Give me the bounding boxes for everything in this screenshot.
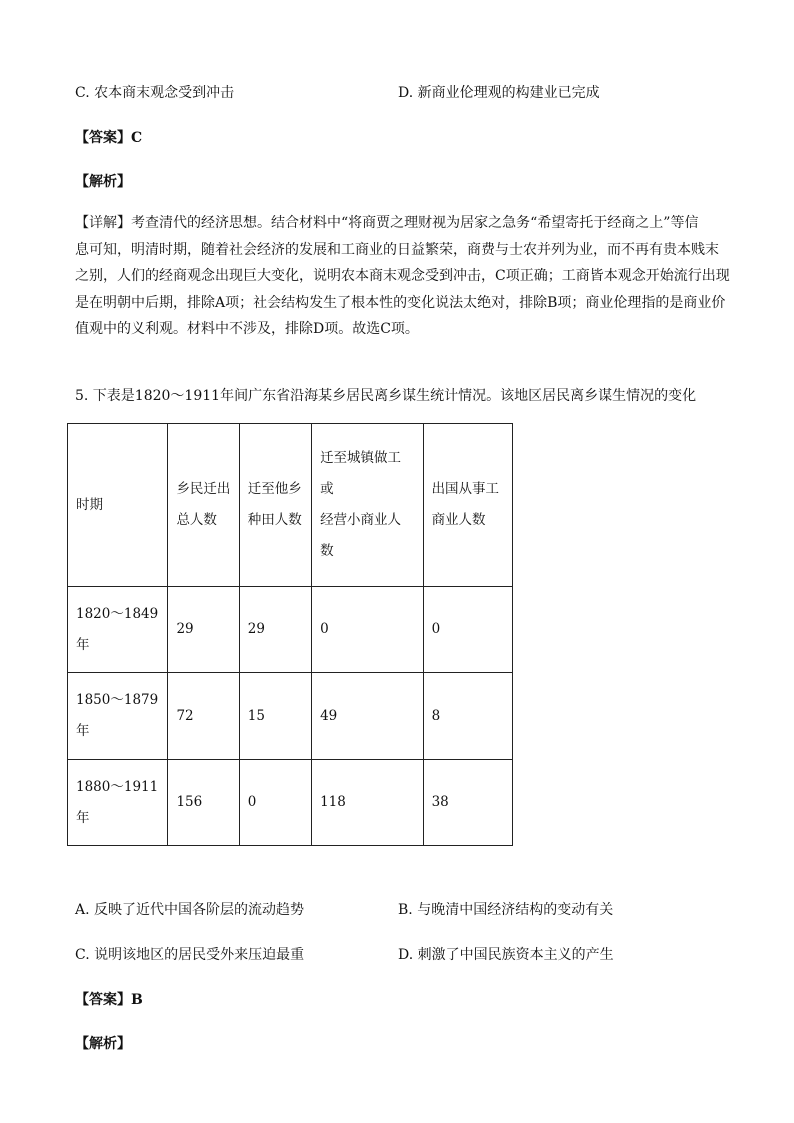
table-header-cell xyxy=(168,424,239,587)
header-text: 经营小商业人 xyxy=(320,512,402,528)
table-header-cell xyxy=(68,424,168,587)
q5-option-b: B. 与晚清中国经济结构的变动有关 xyxy=(398,902,614,918)
value-cell: 72 xyxy=(168,673,239,760)
value-cell: 0 xyxy=(312,587,424,673)
value-cell: 49 xyxy=(312,673,424,760)
value-cell: 29 xyxy=(168,587,239,673)
value-cell: 29 xyxy=(239,587,311,673)
q5-analysis-heading: 【解析】 xyxy=(75,1036,131,1052)
period-text: 1850～1879 xyxy=(76,692,159,708)
q5-option-a: A. 反映了近代中国各阶层的流动趋势 xyxy=(75,902,305,918)
table-header-cell xyxy=(423,424,512,587)
table-header-cell xyxy=(239,424,311,587)
table-row xyxy=(68,587,513,673)
header-text: 或 xyxy=(320,481,334,497)
header-text: 总人数 xyxy=(176,512,217,528)
value-cell: 118 xyxy=(312,760,424,846)
period-text: 年 xyxy=(76,723,90,739)
value-cell: 8 xyxy=(423,673,512,760)
table-header-cell xyxy=(312,424,424,587)
q4-detail-line: 息可知，明清时期，随着社会经济的发展和工商业的日益繁荣，商费与士农并列为业，而不再有贵本贱末 xyxy=(75,241,719,258)
period-cell xyxy=(68,587,168,673)
q4-detail-line: 【详解】考查清代的经济思想。结合材料中“将商贾之理财视为居家之急务“希望寄托于经商之上”等信 xyxy=(75,215,699,231)
table-row xyxy=(68,760,513,846)
q4-option-d: D. 新商业伦理观的构建业已完成 xyxy=(398,85,600,101)
q4-analysis-heading: 【解析】 xyxy=(75,174,131,190)
period-cell xyxy=(68,673,168,760)
q4-detail-line: 是在明朝中后期，排除A项；社会结构发生了根本性的变化说法太绝对，排除B项；商业伦理指的是商业价 xyxy=(75,294,726,311)
q4-answer: 【答案】C xyxy=(75,130,143,146)
header-text: 商业人数 xyxy=(431,512,486,528)
header-text: 迁至他乡 xyxy=(247,481,302,497)
period-text: 年 xyxy=(76,809,90,826)
period-text: 年 xyxy=(76,636,90,653)
q5-option-d: D. 刺激了中国民族资本主义的产生 xyxy=(398,947,614,963)
period-text: 1880～1911 xyxy=(76,778,159,795)
value-cell: 156 xyxy=(168,760,239,846)
period-cell xyxy=(68,760,168,846)
header-text: 种田人数 xyxy=(247,512,302,528)
q4-detail-line: 之别，人们的经商观念出现巨大变化，说明农本商末观念受到冲击，C项正确；工商皆本观念开始流行出现 xyxy=(75,268,730,284)
header-text: 乡民迁出 xyxy=(176,481,231,497)
value-cell: 0 xyxy=(423,587,512,673)
header-text: 迁至城镇做工 xyxy=(320,450,402,466)
header-text: 时期 xyxy=(76,496,103,513)
q5-answer: 【答案】B xyxy=(75,992,143,1008)
table-header-row xyxy=(68,424,513,587)
header-text: 数 xyxy=(320,543,334,559)
q5-statistics-table xyxy=(67,423,513,846)
value-cell: 0 xyxy=(239,760,311,846)
value-cell: 38 xyxy=(423,760,512,846)
value-cell: 15 xyxy=(239,673,311,760)
table-row xyxy=(68,673,513,760)
q5-stem: 5. 下表是1820～1911年间广东省沿海某乡居民离乡谋生统计情况。该地区居民离乡谋生情况的变化 xyxy=(75,388,697,404)
q4-detail-line: 值观中的义利观。材料中不涉及，排除D项。故选C项。 xyxy=(75,321,419,337)
q5-option-c: C. 说明该地区的居民受外来压迫最重 xyxy=(75,947,305,963)
q4-detail-paragraph xyxy=(75,210,730,343)
q4-option-c: C. 农本商末观念受到冲击 xyxy=(75,85,235,101)
header-text: 出国从事工 xyxy=(431,481,500,497)
period-text: 1820～1849 xyxy=(76,605,159,622)
